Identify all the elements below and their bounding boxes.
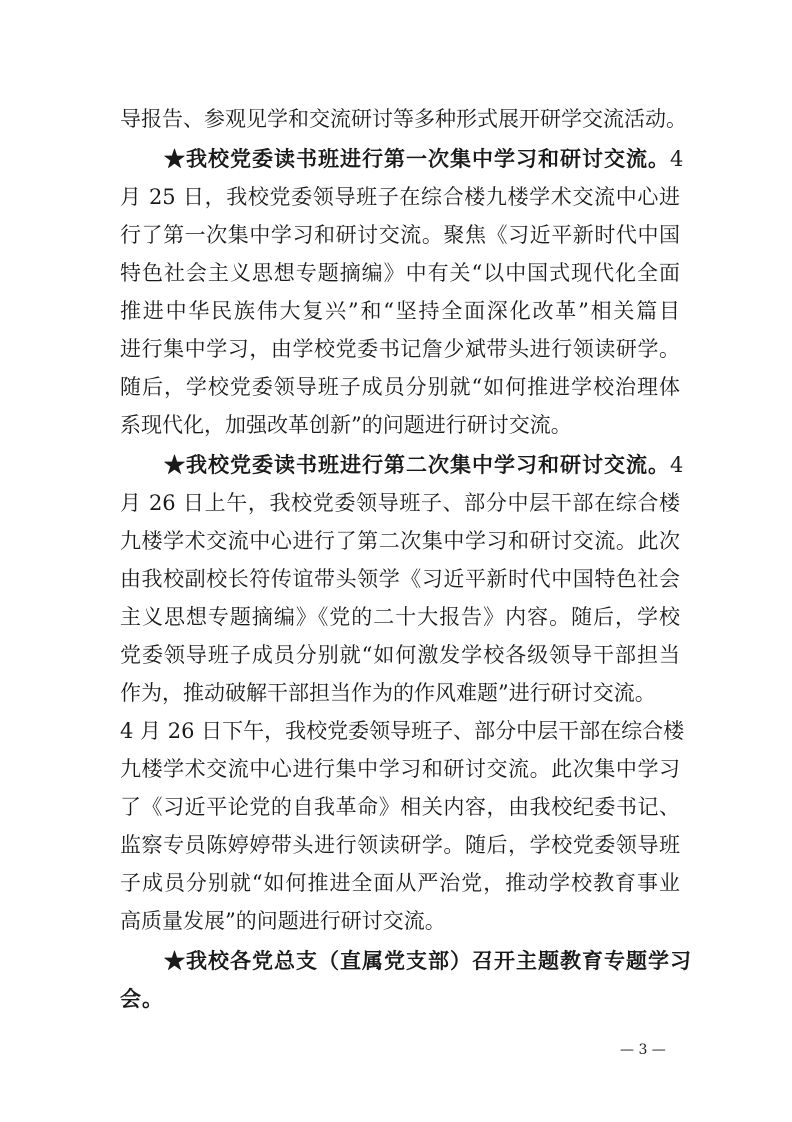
paragraph-line: 推进中华民族伟大复兴”和“坚持全面深化改革”相关篇目 [120, 299, 680, 323]
paragraph-line: 4 月 26 日下午，我校党委领导班子、部分中层干部在综合楼 [120, 719, 685, 743]
page-number: — 3 — [620, 1042, 666, 1058]
paragraph-line: 行了第一次集中学习和研讨交流。聚焦《习近平新时代中国 [120, 223, 680, 247]
section-heading-line [164, 452, 684, 478]
paragraph-line: 主义思想专题摘编》《党的二十大报告》内容。随后，学校 [120, 605, 680, 629]
paragraph-line: 了《习近平论党的自我革命》相关内容，由我校纪委书记、 [120, 795, 680, 819]
paragraph-line: 九楼学术交流中心进行集中学习和研讨交流。此次集中学习 [120, 757, 680, 781]
paragraph-line: 党委领导班子成员分别就“如何激发学校各级领导干部担当 [120, 643, 680, 667]
paragraph-line: 月 25 日，我校党委领导班子在综合楼九楼学术交流中心进 [120, 185, 680, 209]
paragraph-line: 月 26 日上午，我校党委领导班子、部分中层干部在综合楼 [120, 491, 680, 515]
section-heading-continuation: 会。 [120, 986, 164, 1011]
paragraph-line: 系现代化，加强改革创新”的问题进行研讨交流。 [120, 413, 572, 437]
paragraph-line: 九楼学术交流中心进行了第二次集中学习和研讨交流。此次 [120, 529, 680, 553]
paragraph-line: 导报告、参观见学和交流研讨等多种形式展开研学交流活动。 [120, 107, 687, 131]
paragraph-line: 特色社会主义思想专题摘编》中有关“以中国式现代化全面 [120, 261, 680, 285]
paragraph-line: 随后，学校党委领导班子成员分别就“如何推进学校治理体 [120, 375, 680, 399]
section-heading: ★我校党委读书班进行第二次集中学习和研讨交流。 [164, 452, 670, 477]
section-heading: ★我校党委读书班进行第一次集中学习和研讨交流。 [164, 146, 670, 171]
section-heading: ★我校各党总支（直属党支部）召开主题教育专题学习 [164, 948, 692, 973]
paragraph-line: 子成员分别就“如何推进全面从严治党，推动学校教育事业 [120, 871, 680, 895]
paragraph-line: 由我校副校长符传谊带头领学《习近平新时代中国特色社会 [120, 567, 680, 591]
heading-continuation: 4 [670, 453, 684, 477]
paragraph-line: 进行集中学习，由学校党委书记詹少斌带头进行领读研学。 [120, 337, 680, 361]
paragraph-line: 高质量发展”的问题进行研讨交流。 [120, 909, 446, 933]
paragraph-line: 作为，推动破解干部担当作为的作风难题”进行研讨交流。 [120, 681, 656, 705]
heading-continuation: 4 [670, 147, 684, 171]
paragraph-line: 监察专员陈婷婷带头进行领读研学。随后，学校党委领导班 [120, 833, 680, 857]
section-heading-line [164, 146, 684, 172]
